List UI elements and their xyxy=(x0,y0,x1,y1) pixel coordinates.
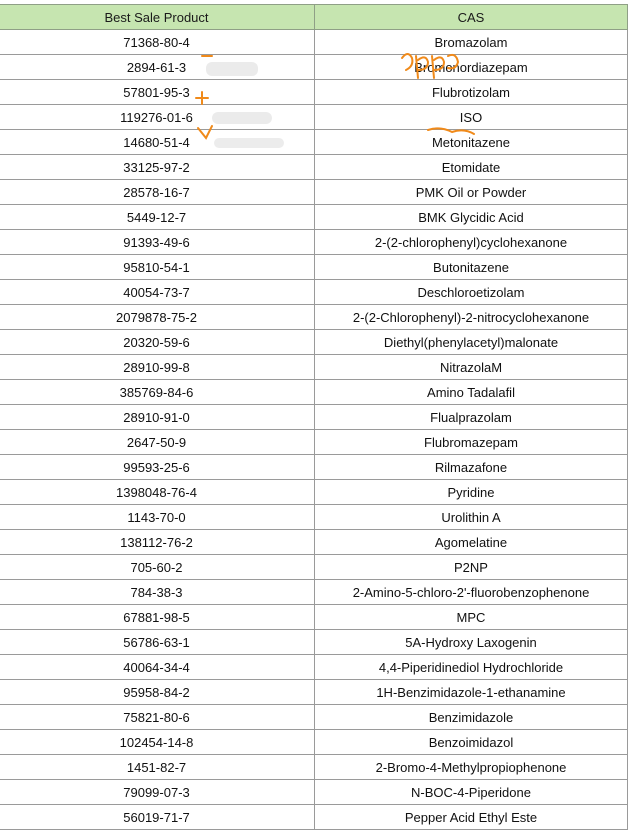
product-name-cell[interactable]: 1H-Benzimidazole-1-ethanamine xyxy=(315,680,628,705)
product-name-cell[interactable]: Deschloroetizolam xyxy=(315,280,628,305)
cas-number-cell[interactable]: 40064-34-4 xyxy=(0,655,315,680)
cas-number-cell[interactable]: 33125-97-2 xyxy=(0,155,315,180)
product-name-cell[interactable]: 4,4-Piperidinediol Hydrochloride xyxy=(315,655,628,680)
cas-number-cell[interactable]: 20320-59-6 xyxy=(0,330,315,355)
cas-number-cell[interactable]: 14680-51-4 xyxy=(0,130,315,155)
cas-number-cell[interactable]: 385769-84-6 xyxy=(0,380,315,405)
product-name-cell[interactable]: Flualprazolam xyxy=(315,405,628,430)
table-row xyxy=(0,330,628,355)
table-row xyxy=(0,205,628,230)
product-name-cell[interactable]: 2-Bromo-4-Methylpropiophenone xyxy=(315,755,628,780)
cas-number-cell[interactable]: 67881-98-5 xyxy=(0,605,315,630)
product-name-cell[interactable]: Agomelatine xyxy=(315,530,628,555)
table-row xyxy=(0,505,628,530)
table-row xyxy=(0,455,628,480)
product-name-cell[interactable]: BMK Glycidic Acid xyxy=(315,205,628,230)
cas-number-cell[interactable]: 2079878-75-2 xyxy=(0,305,315,330)
table-row xyxy=(0,80,628,105)
table-row xyxy=(0,355,628,380)
cas-number-cell[interactable]: 71368-80-4 xyxy=(0,30,315,55)
product-name-cell[interactable]: Benzoimidazol xyxy=(315,730,628,755)
cas-number-cell[interactable]: 57801-95-3 xyxy=(0,80,315,105)
table-row xyxy=(0,30,628,55)
table-row xyxy=(0,755,628,780)
cas-number-cell[interactable]: 28910-91-0 xyxy=(0,405,315,430)
cas-number-cell[interactable]: 56786-63-1 xyxy=(0,630,315,655)
product-name-cell[interactable]: 2-(2-chlorophenyl)cyclohexanone xyxy=(315,230,628,255)
product-name-cell[interactable]: 2-Amino-5-chloro-2'-fluorobenzophenone xyxy=(315,580,628,605)
cas-number-cell[interactable]: 79099-07-3 xyxy=(0,780,315,805)
table-row xyxy=(0,730,628,755)
product-name-cell[interactable]: N-BOC-4-Piperidone xyxy=(315,780,628,805)
table-row xyxy=(0,255,628,280)
cas-number-cell[interactable]: 138112-76-2 xyxy=(0,530,315,555)
product-name-cell[interactable]: Diethyl(phenylacetyl)malonate xyxy=(315,330,628,355)
product-name-cell[interactable]: Benzimidazole xyxy=(315,705,628,730)
cas-number-cell[interactable]: 119276-01-6 xyxy=(0,105,315,130)
cas-number-cell[interactable]: 95958-84-2 xyxy=(0,680,315,705)
table-row xyxy=(0,280,628,305)
table-row xyxy=(0,655,628,680)
table-row xyxy=(0,680,628,705)
cas-number-cell[interactable]: 91393-49-6 xyxy=(0,230,315,255)
cas-number-cell[interactable]: 102454-14-8 xyxy=(0,730,315,755)
product-name-cell[interactable]: MPC xyxy=(315,605,628,630)
cas-number-cell[interactable]: 705-60-2 xyxy=(0,555,315,580)
table-row xyxy=(0,105,628,130)
product-name-cell[interactable]: NitrazolaM xyxy=(315,355,628,380)
product-name-cell[interactable]: Amino Tadalafil xyxy=(315,380,628,405)
table-row xyxy=(0,705,628,730)
cas-number-cell[interactable]: 1398048-76-4 xyxy=(0,480,315,505)
product-name-cell[interactable]: Flubromazepam xyxy=(315,430,628,455)
cas-number-cell[interactable]: 2647-50-9 xyxy=(0,430,315,455)
product-name-cell[interactable]: 5A-Hydroxy Laxogenin xyxy=(315,630,628,655)
product-name-cell[interactable]: ISO xyxy=(315,105,628,130)
product-name-cell[interactable]: Etomidate xyxy=(315,155,628,180)
table-row xyxy=(0,605,628,630)
table-row xyxy=(0,555,628,580)
table-row xyxy=(0,805,628,830)
table-row xyxy=(0,480,628,505)
product-name-cell[interactable]: Metonitazene xyxy=(315,130,628,155)
header-cas-number[interactable]: Best Sale Product xyxy=(0,5,315,30)
product-name-cell[interactable]: Butonitazene xyxy=(315,255,628,280)
table-row xyxy=(0,55,628,80)
table-row xyxy=(0,155,628,180)
table-row xyxy=(0,405,628,430)
cas-number-cell[interactable]: 2894-61-3 xyxy=(0,55,315,80)
product-name-cell[interactable]: Flubrotizolam xyxy=(315,80,628,105)
table-row xyxy=(0,780,628,805)
table-row xyxy=(0,530,628,555)
cas-number-cell[interactable]: 75821-80-6 xyxy=(0,705,315,730)
cas-number-cell[interactable]: 40054-73-7 xyxy=(0,280,315,305)
product-name-cell[interactable]: Pepper Acid Ethyl Este xyxy=(315,805,628,830)
product-name-cell[interactable]: Pyridine xyxy=(315,480,628,505)
cas-number-cell[interactable]: 56019-71-7 xyxy=(0,805,315,830)
product-name-cell[interactable]: Rilmazafone xyxy=(315,455,628,480)
product-name-cell[interactable]: 2-(2-Chlorophenyl)-2-nitrocyclohexanone xyxy=(315,305,628,330)
product-name-cell[interactable]: P2NP xyxy=(315,555,628,580)
cas-number-cell[interactable]: 95810-54-1 xyxy=(0,255,315,280)
product-name-cell[interactable]: PMK Oil or Powder xyxy=(315,180,628,205)
product-name-cell[interactable]: Bromonordiazepam xyxy=(315,55,628,80)
cas-number-cell[interactable]: 1451-82-7 xyxy=(0,755,315,780)
table-row xyxy=(0,230,628,255)
cas-number-cell[interactable]: 784-38-3 xyxy=(0,580,315,605)
cas-number-cell[interactable]: 28578-16-7 xyxy=(0,180,315,205)
table-row xyxy=(0,180,628,205)
product-name-cell[interactable]: Urolithin A xyxy=(315,505,628,530)
table-row xyxy=(0,580,628,605)
header-row xyxy=(0,5,628,30)
product-table xyxy=(0,4,628,830)
cas-number-cell[interactable]: 5449-12-7 xyxy=(0,205,315,230)
table-row xyxy=(0,380,628,405)
cas-number-cell[interactable]: 99593-25-6 xyxy=(0,455,315,480)
cas-number-cell[interactable]: 28910-99-8 xyxy=(0,355,315,380)
table-row xyxy=(0,305,628,330)
table-body xyxy=(0,30,628,830)
cas-number-cell[interactable]: 1143-70-0 xyxy=(0,505,315,530)
table-row xyxy=(0,630,628,655)
product-name-cell[interactable]: Bromazolam xyxy=(315,30,628,55)
header-product-name[interactable]: CAS xyxy=(315,5,628,30)
table-row xyxy=(0,430,628,455)
table-row xyxy=(0,130,628,155)
